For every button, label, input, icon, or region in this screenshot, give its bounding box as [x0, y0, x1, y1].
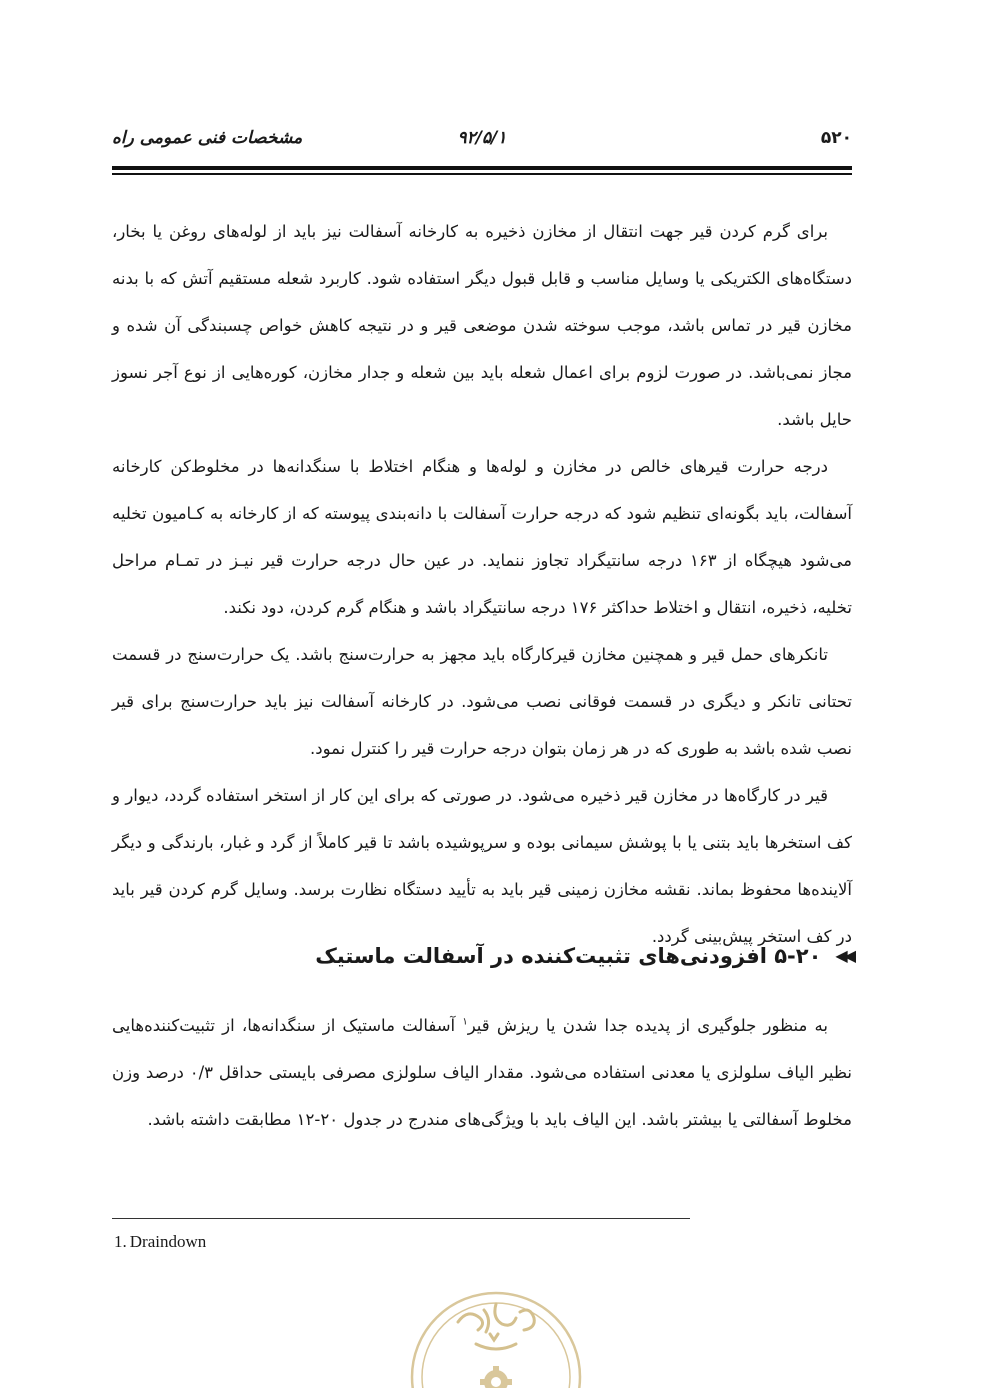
page-header	[112, 128, 852, 158]
header-rule-thick	[112, 166, 852, 170]
footnote-separator	[112, 1218, 690, 1219]
page-number: ۵۲۰	[820, 128, 852, 148]
header-rule-thin	[112, 173, 852, 175]
publisher-seal-icon	[396, 1282, 596, 1388]
footnote-reference: ۱	[462, 1016, 468, 1028]
paragraph-heating: برای گرم کردن قیر جهت انتقال از مخازن ذخیره به کارخانه آسفالت نیز باید از لوله‌های روغن یا بخار، دستگاه‌های الکتریکی یا وسایل مناسب و قابل قبول دیگر استفاده شود. کاربرد شعله مستقیم آتش که با بدنه مخازن قیر در تماس باشد، موجب سوخته شدن موضعی قیر و در نتیجه کاهش خواص چسبندگی آن شده و مجاز نمی‌باشد. در صورت لزوم برای اعمال شعله باید بین شعله و جدار مخازن، کوره‌هایی از نوع آجر نسوز حایل باشد.	[112, 222, 852, 429]
section-title: ۵-۲۰ افزودنی‌های تثبیت‌کننده در آسفالت ماستیک	[315, 944, 822, 968]
paragraph-stabilizers	[112, 1002, 852, 1143]
header-title: مشخصات فنی عمومی راه	[112, 128, 303, 148]
body-text	[112, 208, 852, 960]
section-heading	[112, 944, 852, 968]
header-date: ۹۲/۵/۱	[457, 128, 507, 148]
paragraph-thermometers: تانکرهای حمل قیر و همچنین مخازن قیرکارگاه باید مجهز به حرارت‌سنج باشد. یک حرارت‌سنج در قسمت تحتانی تانکر و دیگری در قسمت فوقانی نصب می‌شود. در کارخانه آسفالت نیز باید حرارت‌سنج برای قیر نصب شده باشد به طوری که در هر زمان بتوان درجه حرارت قیر را کنترل نمود.	[112, 645, 852, 758]
double-arrow-left-icon: ◀◀	[835, 946, 852, 965]
stabilizer-text-part1: به منظور جلوگیری از پدیده جدا شدن یا ریزش قیر	[467, 1016, 828, 1035]
footnote-number: 1.	[114, 1232, 127, 1251]
paragraph-temperature: درجه حرارت قیرهای خالص در مخازن و لوله‌ها و هنگام اختلاط با سنگدانه‌ها در مخلوط‌کن کارخانه آسفالت، باید بگونه‌ای تنظیم شود که درجه حرارت آسفالت با دانه‌بندی پیوسته که از کارخانه به کـامیون تخلیه می‌شود هیچگاه از ۱۶۳ درجه سانتیگراد تجاوز ننماید. در عین حال درجه حرارت قیر نیـز در تمـام مراحل تخلیه، ذخیره، انتقال و اختلاط حداکثر ۱۷۶ درجه سانتیگراد باشد و هنگام گرم کردن، دود نکند.	[112, 457, 852, 617]
section-body	[112, 1002, 852, 1143]
paragraph-storage: قیر در کارگاه‌ها در مخازن قیر ذخیره می‌شود. در صورتی که برای این کار از استخر استفاده گردد، دیوار و کف استخرها باید بتنی یا با پوشش سیمانی بوده و سرپوشیده باشد تا قیر کاملاً از گرد و غبار، بارندگی و دیگر آلاینده‌ها محفوظ بماند. نقشه مخازن زمینی قیر باید به تأیید دستگاه نظارت برسد. وسایل گرم کردن قیر باید در کف استخر پیش‌بینی گردد.	[112, 786, 852, 946]
stabilizer-text-part2: آسفالت ماستیک از سنگدانه‌ها، از تثبیت‌کننده‌هایی نظیر الیاف سلولزی یا معدنی استفاده می‌شود. مقدار الیاف سلولزی مصرفی بایستی حداقل ۰/۳ درصد وزن مخلوط آسفالتی یا بیشتر باشد. این الیاف باید با ویژگی‌های مندرج در جدول ۲۰-۱۲ مطابقت داشته باشد.	[112, 1016, 852, 1129]
footnote-text: Draindown	[129, 1232, 207, 1251]
footnote	[114, 1232, 206, 1252]
